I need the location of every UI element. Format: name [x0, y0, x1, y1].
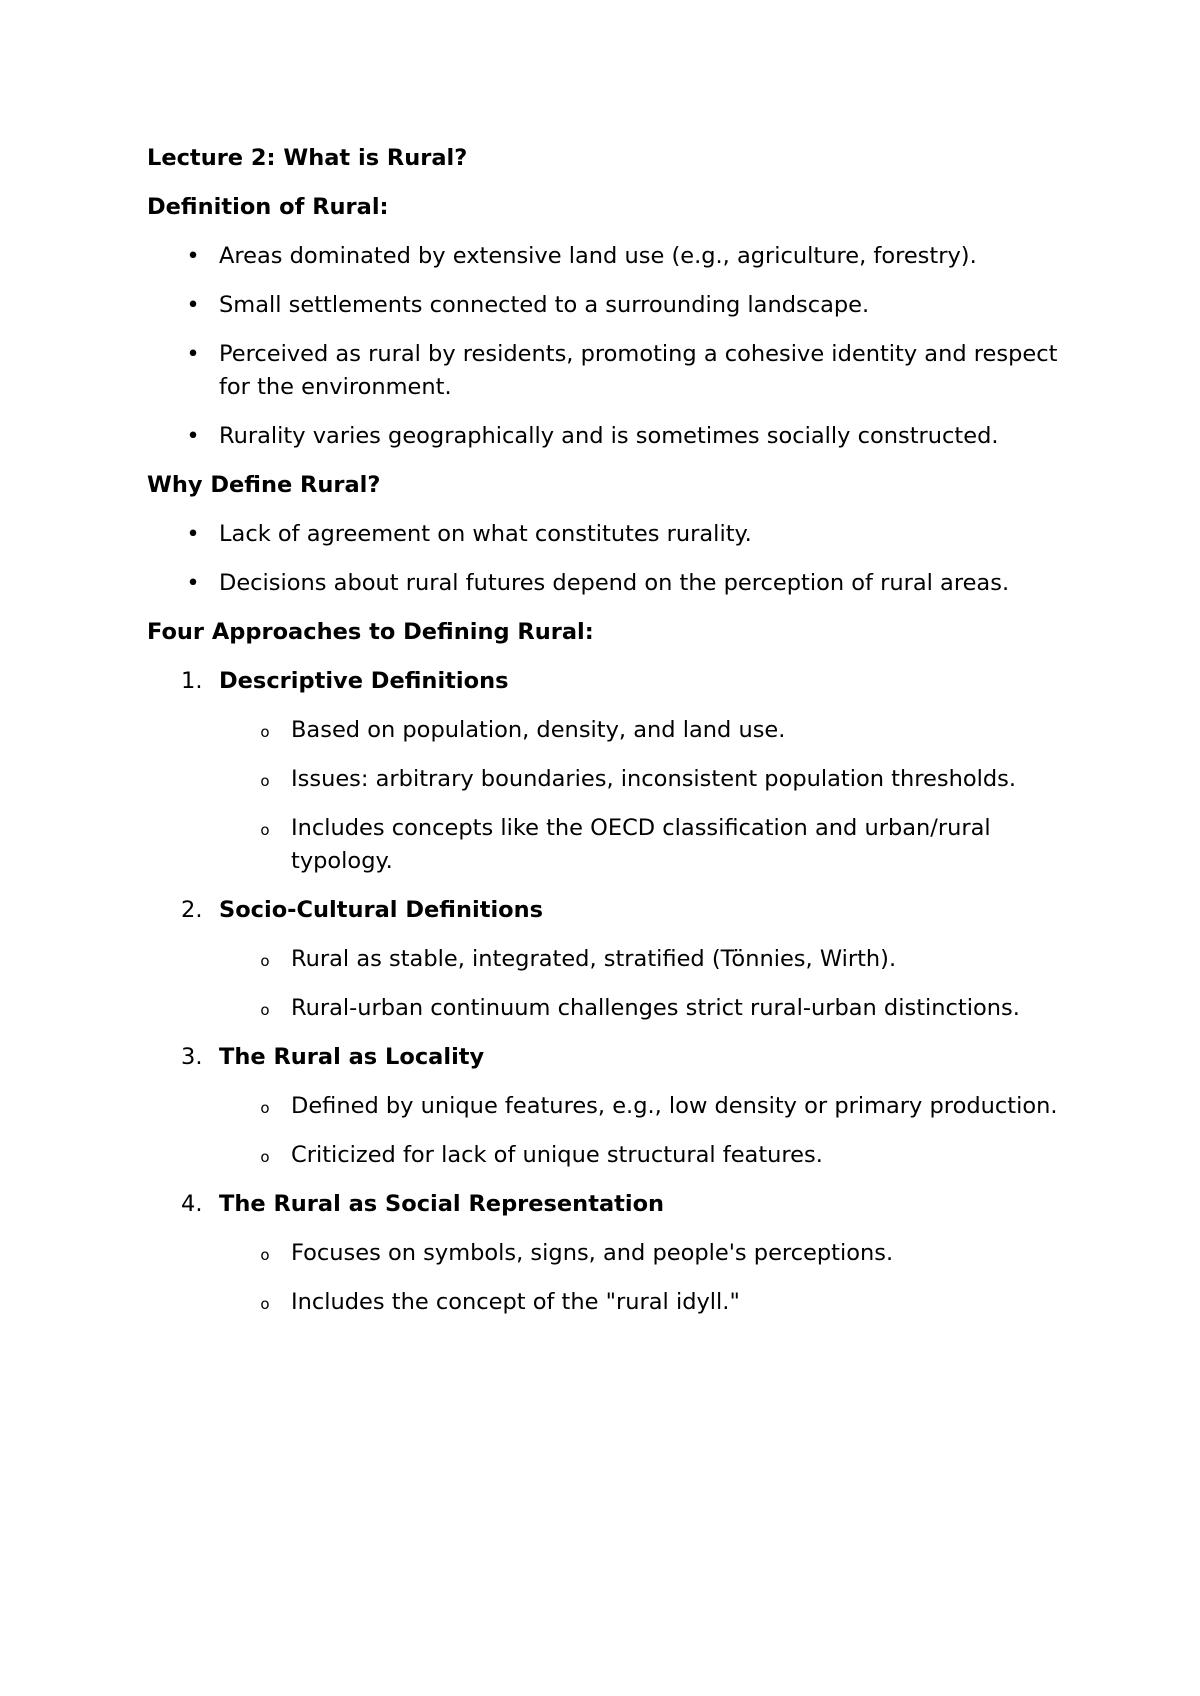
sub-list-item: [219, 714, 1077, 747]
sub-list-item-text: Rural-urban continuum challenges strict rural-urban distinctions.: [291, 995, 1020, 1021]
list-item: [147, 289, 1077, 322]
section-heading-approaches: Four Approaches to Defining Rural:: [147, 619, 594, 645]
approach-points: [219, 714, 1077, 878]
list-item: [147, 567, 1077, 600]
list-item: [147, 518, 1077, 551]
sub-list-item: [219, 763, 1077, 796]
bullet-marker: •: [186, 292, 200, 318]
sub-list-item-text: Based on population, density, and land use.: [291, 717, 786, 743]
list-item: [147, 338, 1077, 404]
sub-list-item-text: Includes the concept of the "rural idyll.": [291, 1289, 740, 1315]
approach-title: Descriptive Definitions: [219, 668, 509, 694]
list-item-text: Small settlements connected to a surrounding landscape.: [219, 292, 870, 318]
sub-list-item-text: Includes concepts like the OECD classification and urban/rural typology.: [291, 815, 991, 874]
sub-bullet-marker: o: [260, 1295, 270, 1313]
approach-title: Socio-Cultural Definitions: [219, 897, 544, 923]
approach-number: 1.: [181, 668, 203, 694]
sub-list-item-text: Issues: arbitrary boundaries, inconsistent population thresholds.: [291, 766, 1017, 792]
approach-points: [219, 943, 1077, 1025]
list-item-text: Lack of agreement on what constitutes rurality.: [219, 521, 752, 547]
sub-list-item-text: Focuses on symbols, signs, and people's perceptions.: [291, 1240, 894, 1266]
approaches-list: [147, 665, 1077, 1319]
approach-number: 3.: [181, 1044, 203, 1070]
page-title: Lecture 2: What is Rural?: [147, 145, 468, 171]
approach-points: [219, 1090, 1077, 1172]
section-heading-why: Why Define Rural?: [147, 472, 381, 498]
sub-list-item: [219, 943, 1077, 976]
sub-bullet-marker: o: [260, 952, 270, 970]
list-item-text: Rurality varies geographically and is sometimes socially constructed.: [219, 423, 999, 449]
bullet-marker: •: [186, 423, 200, 449]
sub-list-item-text: Criticized for lack of unique structural features.: [291, 1142, 823, 1168]
sub-list-item: [219, 1237, 1077, 1270]
list-item: [147, 240, 1077, 273]
sub-bullet-marker: o: [260, 1246, 270, 1264]
why-list: [147, 518, 1077, 600]
sub-bullet-marker: o: [260, 1001, 270, 1019]
approach-title: The Rural as Locality: [219, 1044, 485, 1070]
bullet-marker: •: [186, 521, 200, 547]
sub-list-item: [219, 1286, 1077, 1319]
section-heading-definition: Definition of Rural:: [147, 194, 389, 220]
approach-item: [147, 894, 1077, 1025]
definition-list: [147, 240, 1077, 453]
list-item-text: Perceived as rural by residents, promoting a cohesive identity and respect for the environment.: [219, 341, 1058, 400]
approach-item: [147, 665, 1077, 878]
document-content: [147, 142, 1077, 1335]
approach-item: [147, 1188, 1077, 1319]
bullet-marker: •: [186, 570, 200, 596]
list-item: [147, 420, 1077, 453]
approach-points: [219, 1237, 1077, 1319]
approach-title: The Rural as Social Representation: [219, 1191, 665, 1217]
sub-list-item-text: Defined by unique features, e.g., low density or primary production.: [291, 1093, 1058, 1119]
approach-number: 4.: [181, 1191, 203, 1217]
sub-bullet-marker: o: [260, 772, 270, 790]
approach-item: [147, 1041, 1077, 1172]
bullet-marker: •: [186, 243, 200, 269]
sub-list-item: [219, 1090, 1077, 1123]
sub-list-item: [219, 812, 1077, 878]
sub-list-item: [219, 1139, 1077, 1172]
list-item-text: Areas dominated by extensive land use (e.g., agriculture, forestry).: [219, 243, 977, 269]
bullet-marker: •: [186, 341, 200, 367]
approach-number: 2.: [181, 897, 203, 923]
list-item-text: Decisions about rural futures depend on the perception of rural areas.: [219, 570, 1010, 596]
sub-bullet-marker: o: [260, 1099, 270, 1117]
sub-list-item-text: Rural as stable, integrated, stratified (Tönnies, Wirth).: [291, 946, 897, 972]
sub-list-item: [219, 992, 1077, 1025]
sub-bullet-marker: o: [260, 1148, 270, 1166]
sub-bullet-marker: o: [260, 821, 270, 839]
sub-bullet-marker: o: [260, 723, 270, 741]
